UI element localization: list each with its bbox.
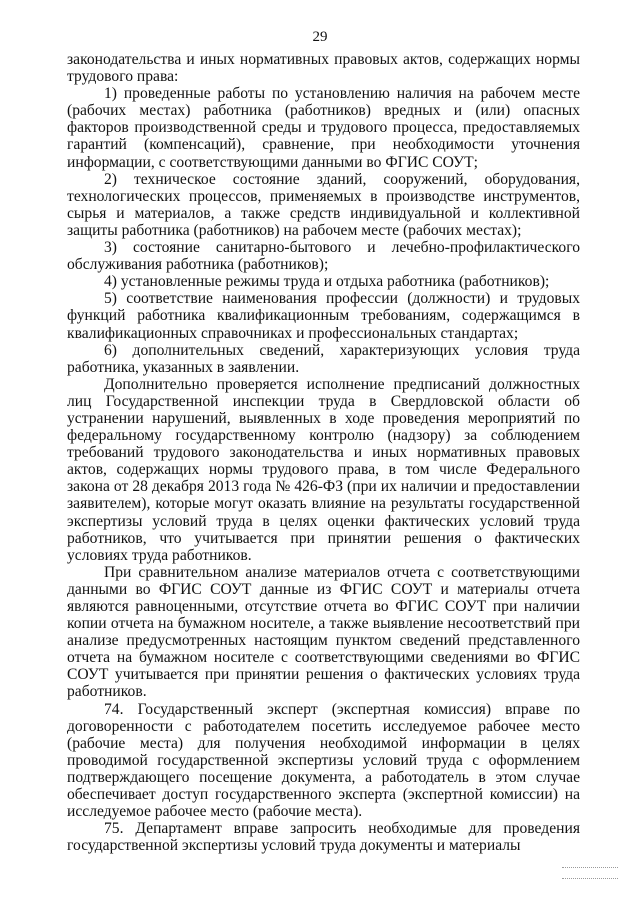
document-body bbox=[67, 51, 580, 854]
paragraph-item-6: 6) дополнительных сведений, характеризующих условия труда работника, указанных в заявлении. bbox=[67, 341, 580, 376]
paragraph-continuation: законодательства и иных нормативных правовых актов, содержащих нормы трудового права: bbox=[67, 51, 580, 86]
paragraph-item-4: 4) установленные режимы труда и отдыха работника (работников); bbox=[104, 273, 550, 291]
paragraph-clause-75: 75. Департамент вправе запросить необходимые для проведения государственной экспертизы условий труда документы и материалы bbox=[67, 820, 580, 855]
paragraph-additional-check: Дополнительно проверяется исполнение предписаний должностных лиц Государственной инспекции труда в Свердловской области об устранении нарушений, выявленных в ходе проведения мероприятий по федеральному государственному контролю (надзору) за соблюдением требований трудового законодательства и иных нормативных правовых актов, содержащих нормы трудового права, в том числе Федерального закона от 28 декабря 2013 года № 426-ФЗ (при их наличии и предоставлении заявителем), которые могут оказать влияние на результаты государственной экспертизы условий труда в целях оценки фактических условий труда работников, что учитывается при принятии решения о фактических условиях труда работников. bbox=[67, 375, 580, 564]
page-number: 29 bbox=[312, 29, 328, 45]
paragraph-item-5: 5) соответствие наименования профессии (должности) и трудовых функций работника квалификационным требованиям, содержащимся в квалификационных справочниках и профессиональных стандартах; bbox=[67, 290, 580, 342]
paragraph-item-1: 1) проведенные работы по установлению наличия на рабочем месте (рабочих местах) работника (работников) вредных и (или) опасных факторов производственной среды и трудового процесса, предоставляемых гарантий (компенсаций), сравнение, при необходимости уточнения информации, с соответствующими данными во ФГИС СОУТ; bbox=[67, 85, 580, 171]
paragraph-clause-74: 74. Государственный эксперт (экспертная комиссия) вправе по договоренности с работодателем посетить исследуемое рабочее место (рабочие места) для получения необходимой информации в целях проводимой государственной экспертизы условий труда с оформлением подтверждающего посещение документа, а работодатель в этом случае обеспечивает доступ государственного эксперта (экспертной комиссии) на исследуемое рабочее место (рабочие места). bbox=[67, 700, 580, 821]
paragraph-item-3: 3) состояние санитарно-бытового и лечебно-профилактического обслуживания работника (работников); bbox=[67, 239, 580, 274]
scan-mark bbox=[562, 867, 618, 879]
paragraph-comparative-analysis: При сравнительном анализе материалов отчета с соответствующими данными во ФГИС СОУТ данные из ФГИС СОУТ и материалы отчета являются равноценными, отсутствие отчета во ФГИС СОУТ при наличии копии отчета на бумажном носителе, а также выявление несоответствий при анализе предусмотренных настоящим пунктом сведений представленного отчета на бумажном носителе с соответствующими сведениями во ФГИС СОУТ учитывается при принятии решения о фактических условиях труда работников. bbox=[67, 563, 580, 701]
paragraph-item-2: 2) техническое состояние зданий, сооружений, оборудования, технологических процессов, применяемых в производстве инструментов, сырья и материалов, а также средств индивидуальной и коллективной защиты работника (работников) на рабочем месте (рабочих местах); bbox=[67, 170, 580, 239]
